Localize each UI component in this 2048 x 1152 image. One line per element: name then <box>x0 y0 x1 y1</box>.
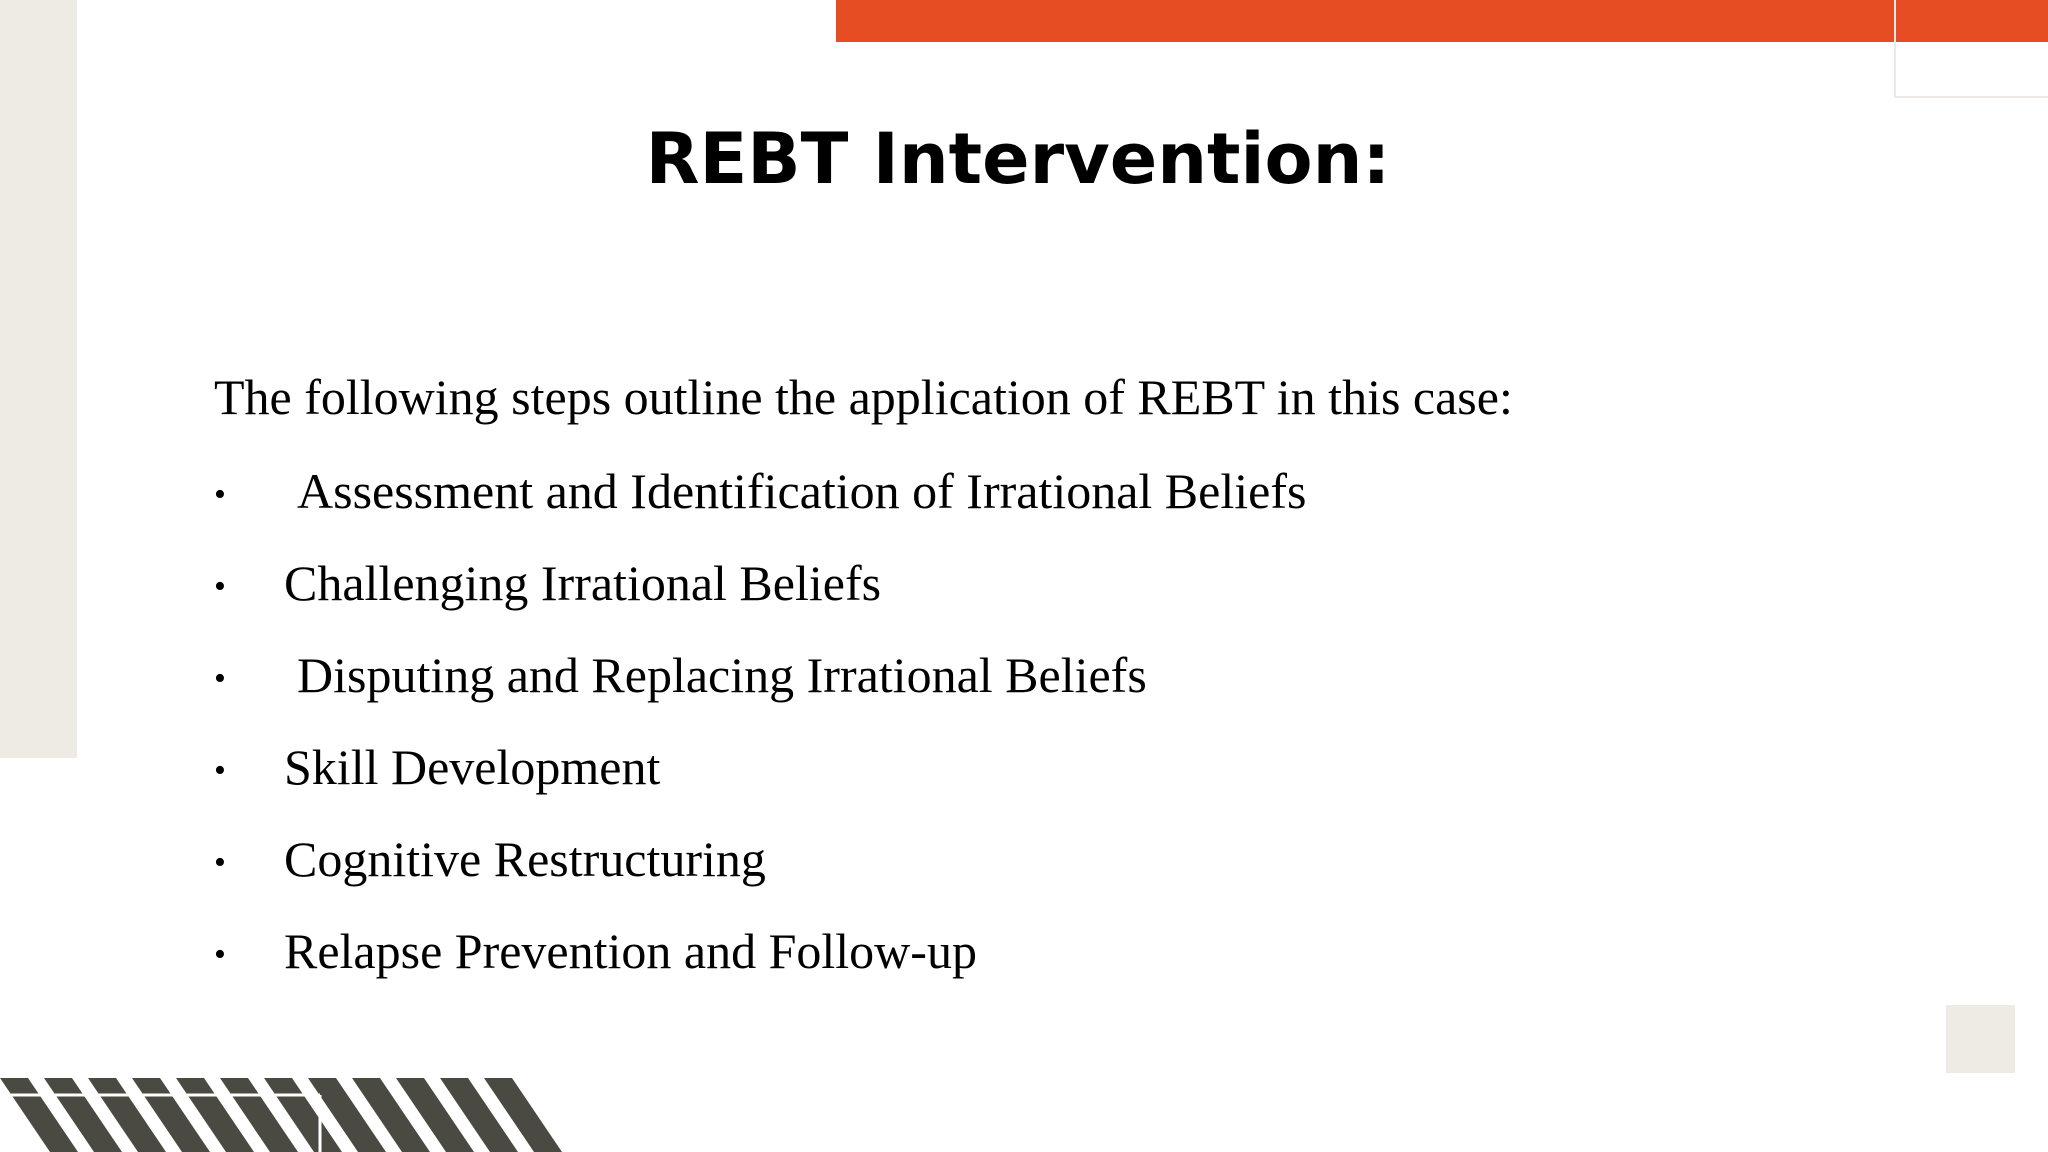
bullet-icon: • <box>214 844 226 881</box>
step-label: Skill Development <box>284 739 661 795</box>
step-label: Challenging Irrational Beliefs <box>284 555 882 611</box>
top-accent-bar <box>836 0 2048 42</box>
bullet-icon: • <box>214 752 226 789</box>
bullet-icon: • <box>214 660 226 697</box>
step-label: Assessment and Identification of Irrational Beliefs <box>297 463 1307 519</box>
steps-list <box>214 460 1306 1012</box>
slide-title <box>0 118 2048 200</box>
bullet-icon: • <box>214 936 226 973</box>
left-decorative-bar <box>0 0 77 758</box>
list-item <box>214 920 1306 1012</box>
slide-title-text: REBT Intervention: <box>645 118 1391 200</box>
step-label: Cognitive Restructuring <box>284 831 766 887</box>
corner-frame-line-horizontal <box>1894 96 2048 98</box>
bullet-icon: • <box>214 568 226 605</box>
step-label: Relapse Prevention and Follow-up <box>284 923 977 979</box>
diagonal-stripes-decoration <box>0 1078 570 1152</box>
intro-text: The following steps outline the application of REBT in this case: <box>214 369 1513 425</box>
step-label: Disputing and Replacing Irrational Beliefs <box>297 647 1147 703</box>
list-item <box>214 736 1306 828</box>
list-item <box>214 460 1306 552</box>
corner-frame-line-vertical <box>1894 0 1896 97</box>
corner-decorative-square <box>1946 1005 2015 1073</box>
list-item <box>214 644 1306 736</box>
list-item <box>214 552 1306 644</box>
bullet-icon: • <box>214 476 226 513</box>
list-item <box>214 828 1306 920</box>
